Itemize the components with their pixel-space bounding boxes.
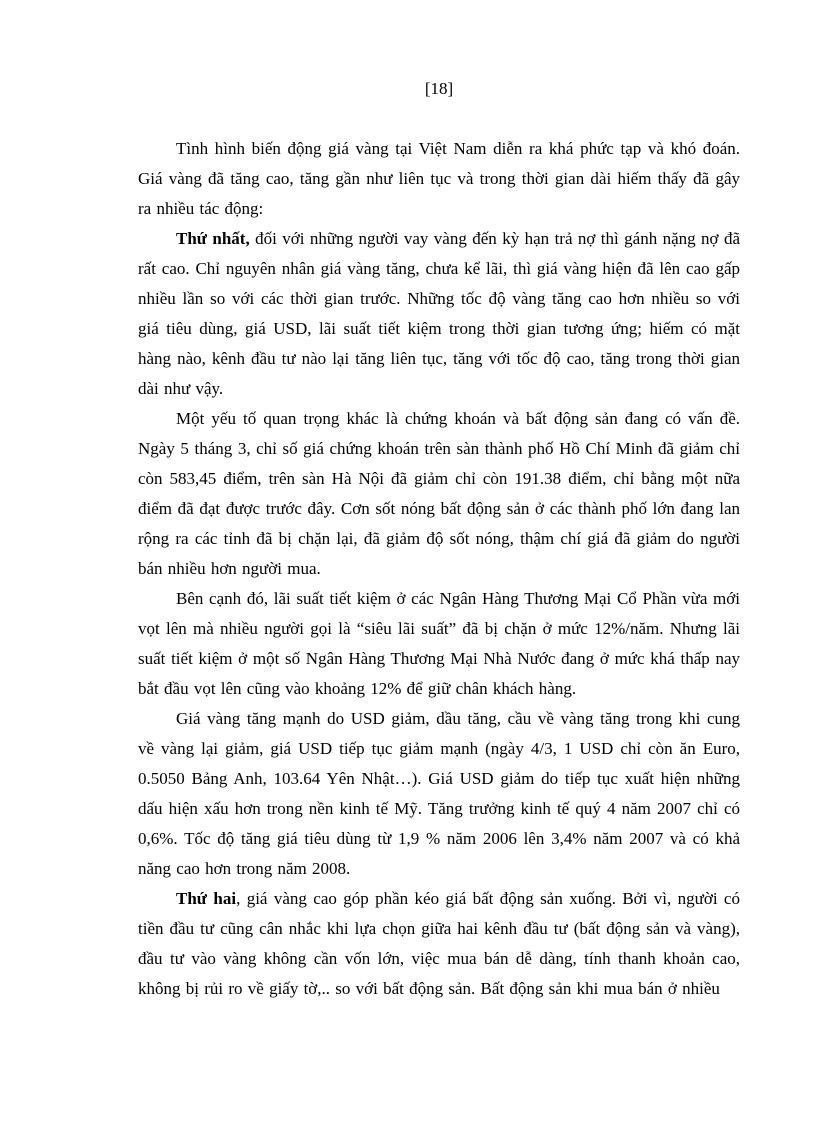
page-number: [18] [424, 79, 454, 98]
paragraph-lead: Thứ nhất, [176, 229, 250, 248]
paragraph [138, 404, 740, 584]
paragraph-text: Bên cạnh đó, lãi suất tiết kiệm ở các Ngân Hàng Thương Mại Cổ Phần vừa mới vọt lên mà nhiều người gọi là “siêu lãi suất” đã bị chặn ở mức 12%/năm. Nhưng lãi suất tiết kiệm ở một số Ngân Hàng Thương Mại Nhà Nước đang ở mức khá thấp nay bắt đầu vọt lên cũng vào khoảng 12% để giữ chân khách hàng. [138, 589, 740, 698]
paragraph [138, 224, 740, 404]
paragraph-text: Một yếu tố quan trọng khác là chứng khoán và bất động sản đang có vấn đề. Ngày 5 tháng 3, chỉ số giá chứng khoán trên sàn thành phố Hồ Chí Minh đã giảm chỉ còn 583,45 điểm, trên sàn Hà Nội đã giảm chỉ còn 191.38 điểm, chỉ bằng một nữa điểm đã đạt được trước đây. Cơn sốt nóng bất động sản ở các thành phố lớn đang lan rộng ra các tỉnh đã bị chặn lại, đã giảm độ sốt nóng, thậm chí giá đã giảm do người bán nhiều hơn người mua. [138, 409, 740, 578]
paragraph-lead: Thứ hai [176, 889, 237, 908]
document-body [138, 134, 740, 1004]
paragraph-text: Tình hình biến động giá vàng tại Việt Nam diễn ra khá phức tạp và khó đoán. Giá vàng đã tăng cao, tăng gần như liên tục và trong thời gian dài hiếm thấy đã gây ra nhiều tác động: [138, 139, 740, 218]
paragraph [138, 134, 740, 224]
paragraph [138, 704, 740, 884]
paragraph-text: Giá vàng tăng mạnh do USD giảm, dầu tăng, cầu về vàng tăng trong khi cung về vàng lại giảm, giá USD tiếp tục giảm mạnh (ngày 4/3, 1 USD chỉ còn ăn Euro, 0.5050 Bảng Anh, 103.64 Yên Nhật…). Giá USD giảm do tiếp tục xuất hiện những dấu hiện xấu hơn trong nền kinh tế Mỹ. Tăng trưởng kinh tế quý 4 năm 2007 chỉ có 0,6%. Tốc độ tăng giá tiêu dùng từ 1,9 % năm 2006 lên 3,4% năm 2007 và có khả năng cao hơn trong năm 2008. [138, 709, 740, 878]
paragraph [138, 884, 740, 1004]
paragraph-text: đối với những người vay vàng đến kỳ hạn trả nợ thì gánh nặng nợ đã rất cao. Chỉ nguyên nhân giá vàng tăng, chưa kể lãi, thì giá vàng hiện đã lên cao gấp nhiều lần so với các thời gian trước. Những tốc độ vàng tăng cao hơn nhiều so với giá tiêu dùng, giá USD, lãi suất tiết kiệm trong thời gian tương ứng; hiếm có mặt hàng nào, kênh đầu tư nào lại tăng liên tục, tăng với tốc độ cao, tăng trong thời gian dài như vậy. [138, 229, 740, 398]
paragraph [138, 584, 740, 704]
paragraph-text: , giá vàng cao góp phần kéo giá bất động sản xuống. Bởi vì, người có tiền đầu tư cũng cân nhắc khi lựa chọn giữa hai kênh đầu tư (bất động sản và vàng), đầu tư vào vàng không cần vốn lớn, việc mua bán dễ dàng, tính thanh khoản cao, không bị rủi ro về giấy tờ,.. so với bất động sản. Bất động sản khi mua bán ở nhiều [138, 889, 740, 998]
